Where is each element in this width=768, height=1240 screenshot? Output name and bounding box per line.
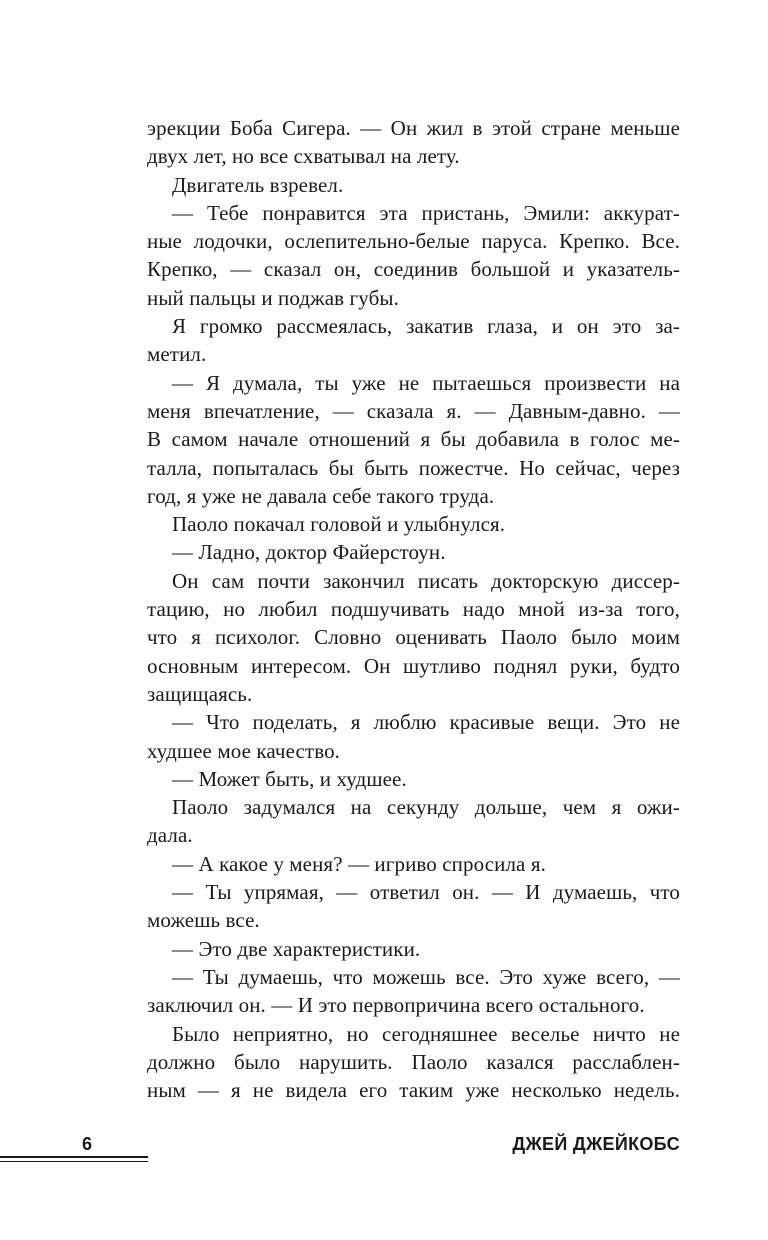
text-line: — Ладно, доктор Файерстоун.: [172, 540, 446, 565]
text-line: основным интересом. Он шутливо поднял руки, будто: [147, 653, 680, 678]
text-line: Я громко рассмеялась, закатив глаза, и он это за-: [172, 314, 680, 339]
text-line: талла, попыталась бы быть пожестче. Но сейчас, через: [147, 455, 680, 480]
text-line: можешь все.: [147, 908, 260, 933]
text-line: В самом начале отношений я бы добавила в голос ме-: [147, 427, 680, 452]
text-line: — Это две характеристики.: [172, 936, 421, 961]
body-text: [147, 114, 680, 1104]
page-number: 6: [82, 1134, 93, 1154]
text-line: ный пальцы и поджав губы.: [147, 285, 399, 310]
text-line: заключил он. — И это первопричина всего остального.: [147, 993, 645, 1018]
text-line: — Тебе понравится эта пристань, Эмили: аккурат-: [172, 200, 680, 225]
text-line: — А какое у меня? — игриво спросила я.: [172, 851, 546, 876]
text-line: Паоло покачал головой и улыбнулся.: [172, 512, 506, 537]
text-line: Двигатель взревел.: [172, 172, 344, 197]
text-line: худшее мое качество.: [147, 738, 341, 763]
text-line: меня впечатление, — сказала я. — Давным-давно. —: [147, 398, 680, 423]
text-line: защищаясь.: [147, 681, 253, 706]
text-line: метил.: [147, 342, 207, 367]
text-line: — Может быть, и худшее.: [172, 766, 407, 791]
text-line: ным — я не видела его таким уже несколько недель.: [147, 1078, 680, 1103]
text-line: Паоло задумался на секунду дольше, чем я ожи-: [172, 795, 680, 820]
text-line: — Я думала, ты уже не пытаешься произвести на: [172, 370, 680, 395]
footer-rule-thin: [0, 1161, 148, 1162]
running-header-author: ДЖЕЙ ДЖЕЙКОБС: [512, 1134, 680, 1154]
text-line: тацию, но любил подшучивать надо мной из-за того,: [147, 597, 680, 622]
text-line: ные лодочки, ослепительно-белые паруса. Крепко. Все.: [147, 229, 680, 254]
footer-rule: [0, 1156, 148, 1158]
text-line: что я психолог. Словно оценивать Паоло было моим: [147, 625, 680, 650]
text-line: — Что поделать, я люблю красивые вещи. Это не: [172, 710, 680, 735]
text-line: эрекции Боба Сигера. — Он жил в этой стране меньше: [147, 116, 680, 140]
text-line: — Ты упрямая, — ответил он. — И думаешь, что: [172, 880, 680, 905]
text-line: двух лет, но все схватывал на лету.: [147, 144, 460, 169]
text-line: — Ты думаешь, что можешь все. Это хуже всего, —: [172, 964, 680, 989]
text-line: Крепко, — сказал он, соединив большой и указатель-: [147, 257, 680, 282]
text-line: должно было нарушить. Паоло казался расслаблен-: [147, 1049, 680, 1074]
text-line: дала.: [147, 823, 193, 848]
text-line: Было неприятно, но сегодняшнее веселье ничто не: [172, 1021, 680, 1046]
text-line: год, я уже не давала себе такого труда.: [147, 483, 495, 508]
text-line: Он сам почти закончил писать докторскую диссер-: [172, 568, 680, 593]
